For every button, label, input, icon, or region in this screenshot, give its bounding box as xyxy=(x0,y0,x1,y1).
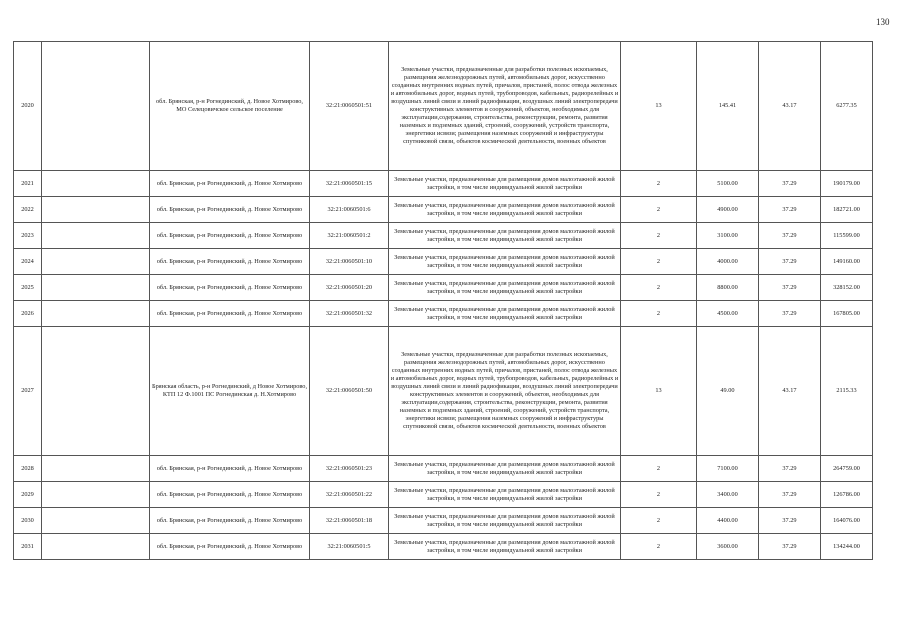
land-use-cell: Земельные участки, предназначенные для размещения домов малоэтажной жилой застройки, в том числе индивидуальной жилой застройки xyxy=(389,482,621,508)
area-cell: 4900.00 xyxy=(697,197,759,223)
use-code-cell: 2 xyxy=(621,508,697,534)
cadastral-value-cell: 134244.00 xyxy=(821,534,873,560)
row-number: 2022 xyxy=(14,197,42,223)
table-row xyxy=(14,249,873,275)
land-use-cell: Земельные участки, предназначенные для разработки полезных ископаемых, размещения железнодорожных путей, автомобильных дорог, искусственно созданных внутренних водных путей, причалов, пристаней, полос отвода железных и автомобильных дорог, водных путей, трубопроводов, кабельных, радиорелейных и воздушных линий связи и линий радиофикации, воздушных линий электропередачи конструктивных элементов и сооружений, объектов, необходимых для эксплуатации,содержания, строительства, реконструкции, ремонта, развития наземных и подземных зданий, строений, сооружений, устройств транспорта, энергетики исвязи; размещения наземных сооружений и инфраструктуры спутниковой связи, объектов космической деятельности, военных объектов xyxy=(389,327,621,456)
land-use-cell: Земельные участки, предназначенные для размещения домов малоэтажной жилой застройки, в том числе индивидуальной жилой застройки xyxy=(389,249,621,275)
cadastral-value-cell: 2115.33 xyxy=(821,327,873,456)
row-number: 2030 xyxy=(14,508,42,534)
table-row xyxy=(14,301,873,327)
cadastral-value-cell: 167805.00 xyxy=(821,301,873,327)
blank-cell xyxy=(42,327,150,456)
address-cell: обл. Брянская, р-н Рогнединский, д. Новое Хотмирово xyxy=(150,456,310,482)
cadastral-number-cell: 32:21:0060501:5 xyxy=(310,534,389,560)
land-use-cell: Земельные участки, предназначенные для размещения домов малоэтажной жилой застройки, в том числе индивидуальной жилой застройки xyxy=(389,275,621,301)
land-use-cell: Земельные участки, предназначенные для размещения домов малоэтажной жилой застройки, в том числе индивидуальной жилой застройки xyxy=(389,171,621,197)
rate-cell: 37.29 xyxy=(759,534,821,560)
table-row xyxy=(14,223,873,249)
rate-cell: 37.29 xyxy=(759,249,821,275)
rate-cell: 37.29 xyxy=(759,456,821,482)
area-cell: 3600.00 xyxy=(697,534,759,560)
cadastral-number-cell: 32:21:0060501:22 xyxy=(310,482,389,508)
cadastral-value-cell: 149160.00 xyxy=(821,249,873,275)
area-cell: 49.00 xyxy=(697,327,759,456)
use-code-cell: 2 xyxy=(621,482,697,508)
rate-cell: 37.29 xyxy=(759,275,821,301)
row-number: 2028 xyxy=(14,456,42,482)
rate-cell: 37.29 xyxy=(759,482,821,508)
blank-cell xyxy=(42,171,150,197)
land-use-cell: Земельные участки, предназначенные для размещения домов малоэтажной жилой застройки, в том числе индивидуальной жилой застройки xyxy=(389,301,621,327)
cadastral-number-cell: 32:21:0060501:32 xyxy=(310,301,389,327)
blank-cell xyxy=(42,275,150,301)
table-row xyxy=(14,171,873,197)
land-use-cell: Земельные участки, предназначенные для размещения домов малоэтажной жилой застройки, в том числе индивидуальной жилой застройки xyxy=(389,197,621,223)
address-cell: обл. Брянская, р-н Рогнединский, д. Новое Хотмирово xyxy=(150,508,310,534)
rate-cell: 43.17 xyxy=(759,327,821,456)
address-cell: обл. Брянская, р-н Рогнединский, д. Новое Хотмирово xyxy=(150,249,310,275)
rate-cell: 37.29 xyxy=(759,223,821,249)
table-row xyxy=(14,456,873,482)
blank-cell xyxy=(42,534,150,560)
cadastral-value-cell: 182721.00 xyxy=(821,197,873,223)
cadastral-value-cell: 164076.00 xyxy=(821,508,873,534)
row-number: 2025 xyxy=(14,275,42,301)
cadastral-number-cell: 32:21:0060501:6 xyxy=(310,197,389,223)
rate-cell: 37.29 xyxy=(759,197,821,223)
blank-cell xyxy=(42,42,150,171)
cadastral-number-cell: 32:21:0060501:10 xyxy=(310,249,389,275)
use-code-cell: 13 xyxy=(621,327,697,456)
row-number: 2021 xyxy=(14,171,42,197)
use-code-cell: 13 xyxy=(621,42,697,171)
cadastral-value-cell: 126786.00 xyxy=(821,482,873,508)
cadastral-number-cell: 32:21:0060501:23 xyxy=(310,456,389,482)
cadastral-value-cell: 115599.00 xyxy=(821,223,873,249)
address-cell: обл. Брянская, р-н Рогнединский, д. Новое Хотмирово xyxy=(150,482,310,508)
blank-cell xyxy=(42,508,150,534)
address-cell: обл. Брянская, р-н Рогнединский, д. Новое Хотмирово, МО Селецовичское сельское поселение xyxy=(150,42,310,171)
cadastral-number-cell: 32:21:0060501:2 xyxy=(310,223,389,249)
table-row xyxy=(14,275,873,301)
table-row xyxy=(14,42,873,171)
use-code-cell: 2 xyxy=(621,275,697,301)
row-number: 2027 xyxy=(14,327,42,456)
address-cell: обл. Брянская, р-н Рогнединский, д. Новое Хотмирово xyxy=(150,223,310,249)
area-cell: 145.41 xyxy=(697,42,759,171)
use-code-cell: 2 xyxy=(621,171,697,197)
blank-cell xyxy=(42,223,150,249)
rate-cell: 37.29 xyxy=(759,301,821,327)
rate-cell: 43.17 xyxy=(759,42,821,171)
blank-cell xyxy=(42,249,150,275)
cadastral-number-cell: 32:21:0060501:51 xyxy=(310,42,389,171)
use-code-cell: 2 xyxy=(621,249,697,275)
use-code-cell: 2 xyxy=(621,197,697,223)
blank-cell xyxy=(42,482,150,508)
row-number: 2020 xyxy=(14,42,42,171)
address-cell: обл. Брянская, р-н Рогнединский, д. Новое Хотмирово xyxy=(150,301,310,327)
cadastral-value-cell: 328152.00 xyxy=(821,275,873,301)
area-cell: 4400.00 xyxy=(697,508,759,534)
address-cell: обл. Брянская, р-н Рогнединский, д. Новое Хотмирово xyxy=(150,534,310,560)
area-cell: 3100.00 xyxy=(697,223,759,249)
address-cell: обл. Брянская, р-н Рогнединский, д. Новое Хотмирово xyxy=(150,275,310,301)
land-use-cell: Земельные участки, предназначенные для разработки полезных ископаемых, размещения железнодорожных путей, автомобильных дорог, искусственно созданных внутренних водных путей, причалов, пристаней, полос отвода железных и автомобильных дорог, водных путей, трубопроводов, кабельных, радиорелейных и воздушных линий связи и линий радиофикации, воздушных линий электропередачи конструктивных элементов и сооружений, объектов, необходимых для эксплуатации,содержания, строительства, реконструкции, ремонта, развития наземных и подземных зданий, строений, сооружений, устройств транспорта, энергетики исвязи; размещения наземных сооружений и инфраструктуры спутниковой связи, объектов космической деятельности, военных объектов xyxy=(389,42,621,171)
table-row xyxy=(14,197,873,223)
area-cell: 3400.00 xyxy=(697,482,759,508)
row-number: 2024 xyxy=(14,249,42,275)
page-number: 130 xyxy=(876,17,890,27)
rate-cell: 37.29 xyxy=(759,171,821,197)
table-row xyxy=(14,508,873,534)
cadastral-value-cell: 264759.00 xyxy=(821,456,873,482)
address-cell: обл. Брянская, р-н Рогнединский, д. Новое Хотмирово xyxy=(150,171,310,197)
land-use-cell: Земельные участки, предназначенные для размещения домов малоэтажной жилой застройки, в том числе индивидуальной жилой застройки xyxy=(389,456,621,482)
address-cell: обл. Брянская, р-н Рогнединский, д. Новое Хотмирово xyxy=(150,197,310,223)
cadastral-number-cell: 32:21:0060501:18 xyxy=(310,508,389,534)
row-number: 2029 xyxy=(14,482,42,508)
blank-cell xyxy=(42,456,150,482)
use-code-cell: 2 xyxy=(621,456,697,482)
use-code-cell: 2 xyxy=(621,534,697,560)
cadastral-value-cell: 6277.35 xyxy=(821,42,873,171)
row-number: 2026 xyxy=(14,301,42,327)
row-number: 2031 xyxy=(14,534,42,560)
table-row xyxy=(14,327,873,456)
land-parcels-table xyxy=(13,41,873,560)
area-cell: 7100.00 xyxy=(697,456,759,482)
cadastral-number-cell: 32:21:0060501:50 xyxy=(310,327,389,456)
land-use-cell: Земельные участки, предназначенные для размещения домов малоэтажной жилой застройки, в том числе индивидуальной жилой застройки xyxy=(389,534,621,560)
address-cell: Брянская область, р-н Рогнединский, д Новое Хотмирово, КТП 12 Ф.1001 ПС Рогнединская д. Н.Хотмирово xyxy=(150,327,310,456)
use-code-cell: 2 xyxy=(621,301,697,327)
area-cell: 5100.00 xyxy=(697,171,759,197)
cadastral-number-cell: 32:21:0060501:20 xyxy=(310,275,389,301)
blank-cell xyxy=(42,301,150,327)
land-use-cell: Земельные участки, предназначенные для размещения домов малоэтажной жилой застройки, в том числе индивидуальной жилой застройки xyxy=(389,508,621,534)
rate-cell: 37.29 xyxy=(759,508,821,534)
area-cell: 4000.00 xyxy=(697,249,759,275)
area-cell: 4500.00 xyxy=(697,301,759,327)
table-row xyxy=(14,482,873,508)
blank-cell xyxy=(42,197,150,223)
table-row xyxy=(14,534,873,560)
cadastral-number-cell: 32:21:0060501:15 xyxy=(310,171,389,197)
land-use-cell: Земельные участки, предназначенные для размещения домов малоэтажной жилой застройки, в том числе индивидуальной жилой застройки xyxy=(389,223,621,249)
use-code-cell: 2 xyxy=(621,223,697,249)
cadastral-value-cell: 190179.00 xyxy=(821,171,873,197)
area-cell: 8800.00 xyxy=(697,275,759,301)
row-number: 2023 xyxy=(14,223,42,249)
